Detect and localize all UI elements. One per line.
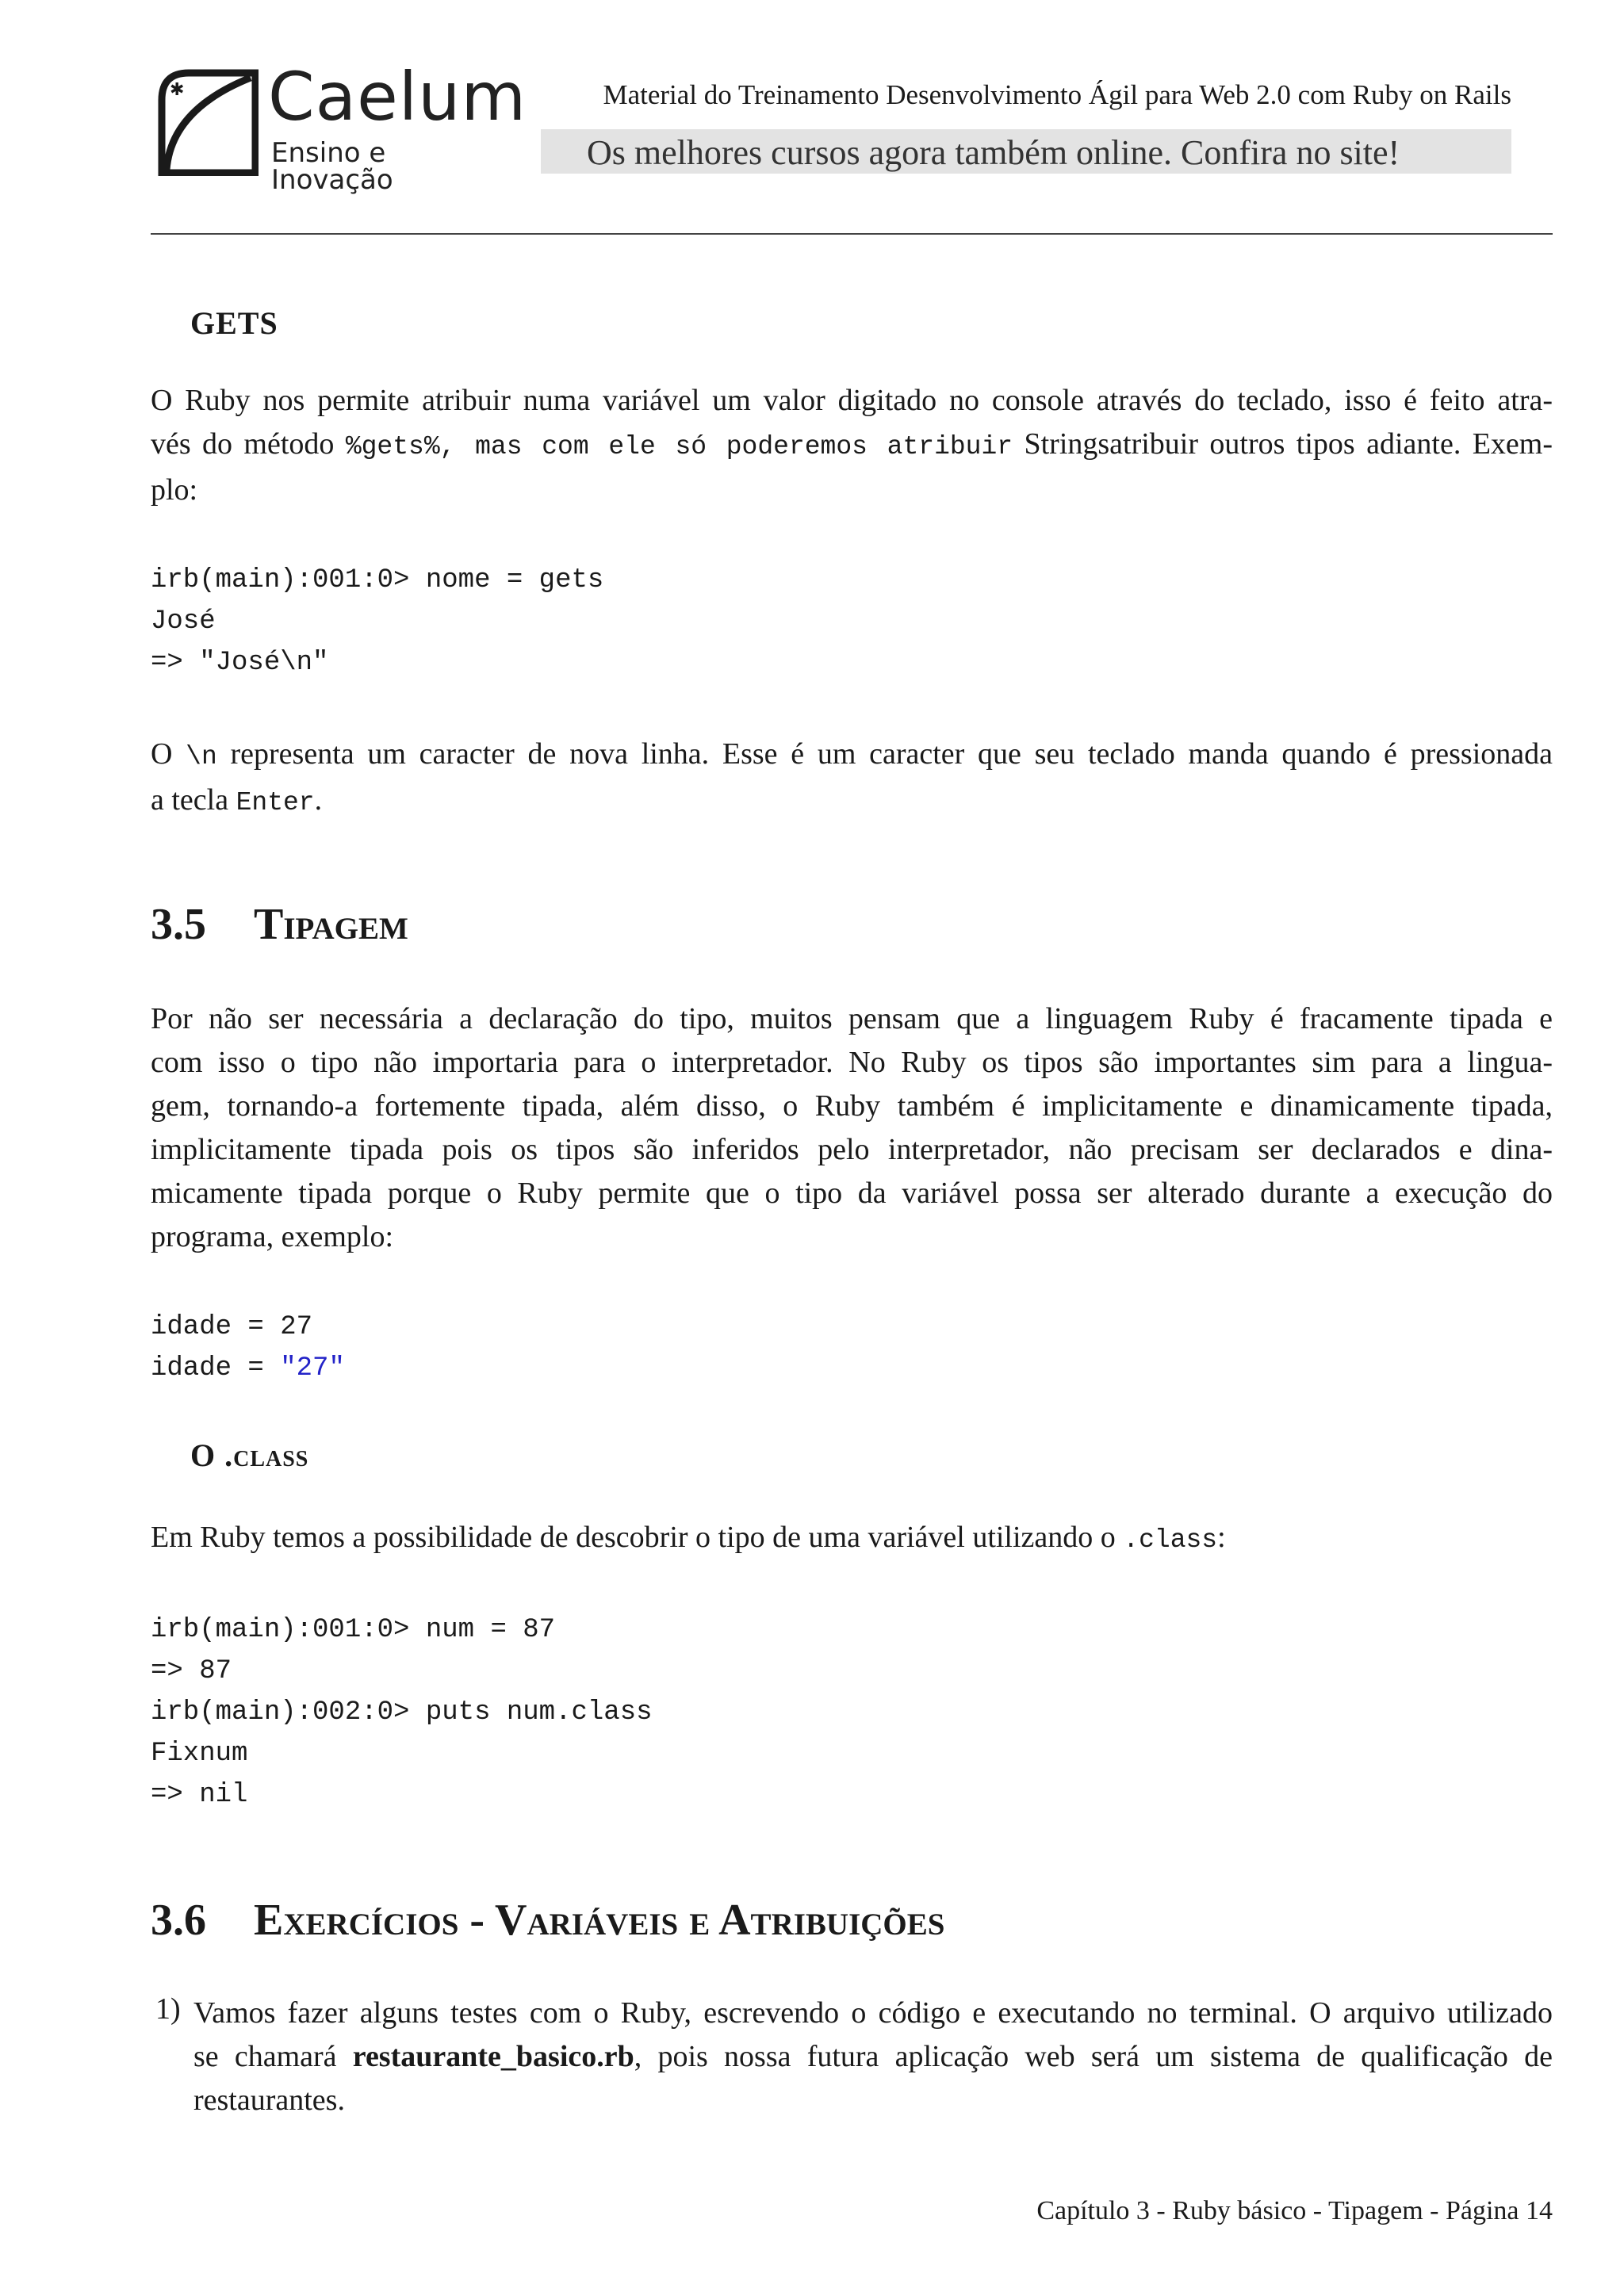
- text-span: se chamará: [193, 2040, 353, 2073]
- text-line: [151, 423, 1553, 469]
- text-span: a tecla: [151, 783, 236, 817]
- text-line: [151, 779, 1553, 825]
- inline-code: %gets%, mas com ele só poderemos atribuir: [345, 432, 1013, 461]
- logo-tagline: Ensino e Inovação: [271, 137, 393, 196]
- class-heading: O .class: [190, 1437, 309, 1473]
- header-divider: [151, 233, 1553, 235]
- code-line: irb(main):001:0> nome = gets: [151, 565, 604, 595]
- section-number: 3.6: [151, 1896, 206, 1945]
- text-span: O: [151, 737, 186, 771]
- filename-bold: restaurante_basico.rb: [352, 2040, 634, 2073]
- svg-text:✱: ✱: [170, 80, 185, 100]
- section-title: Tipagem: [254, 900, 408, 949]
- text-span: .: [314, 783, 323, 817]
- text-line: O Ruby nos permite atribuir numa variável um valor digitado no console através do teclado, isso é feito atra-: [151, 384, 1553, 417]
- text-line: programa, exemplo:: [151, 1220, 394, 1253]
- text-line: [151, 1516, 1553, 1562]
- logo-mark-icon: [155, 68, 259, 176]
- text-span: representa um caracter de nova linha. Esse é um caracter que seu teclado manda quando é pressionada: [216, 737, 1553, 771]
- logo-name: Caelum: [268, 58, 527, 136]
- section-title: Exercícios - Variáveis e Atribuições: [254, 1896, 945, 1945]
- code-line: [151, 1348, 345, 1389]
- text-line: gem, tornando-a fortemente tipada, além disso, o Ruby também é implicitamente e dinamicamente tipada,: [151, 1089, 1553, 1123]
- list-item: [193, 1992, 1553, 2122]
- text-span: Stringsatribuir outros tipos adiante. Exem-: [1013, 427, 1553, 461]
- text-line: plo:: [151, 473, 198, 507]
- text-span: , pois nossa futura aplicação web será um sistema de qualificação de: [634, 2040, 1553, 2073]
- inline-code: .class: [1123, 1525, 1218, 1555]
- text-line: [193, 2035, 1553, 2079]
- text-span: vés do método: [151, 427, 346, 461]
- text-line: com isso o tipo não importaria para o interpretador. No Ruby os tipos são importantes sim para a lingua-: [151, 1046, 1553, 1079]
- code-block-gets: [151, 560, 603, 683]
- class-paragraph: [151, 1516, 1553, 1562]
- caelum-logo: [155, 58, 527, 196]
- code-line: idade = 27: [151, 1312, 313, 1342]
- code-line: => nil: [151, 1780, 248, 1810]
- code-line: irb(main):001:0> num = 87: [151, 1615, 556, 1645]
- header-title: Material do Treinamento Desenvolvimento Ágil para Web 2.0 com Ruby on Rails: [603, 79, 1511, 110]
- text-line: Por não ser necessária a declaração do tipo, muitos pensam que a linguagem Ruby é fracamente tipada e: [151, 1002, 1553, 1035]
- text-span: :: [1217, 1521, 1226, 1554]
- header-banner-text: Os melhores cursos agora também online. Confira no site!: [587, 133, 1400, 172]
- text-line: restaurantes.: [193, 2084, 345, 2117]
- inline-code: \n: [186, 742, 217, 771]
- code-block-class: [151, 1609, 653, 1816]
- code-string: "27": [280, 1353, 345, 1383]
- section-heading-exercicios: [151, 1895, 944, 1946]
- section-heading-tipagem: [151, 899, 408, 950]
- list-item-number: 1): [155, 1992, 181, 2026]
- code-block-idade: [151, 1307, 345, 1389]
- gets-heading: GETS: [190, 305, 278, 341]
- header-banner: [541, 129, 1511, 174]
- newline-paragraph: [151, 733, 1553, 825]
- text-line: [151, 733, 1553, 779]
- code-line: José: [151, 607, 216, 637]
- code-line: irb(main):002:0> puts num.class: [151, 1697, 653, 1728]
- tipagem-paragraph: [151, 997, 1553, 1259]
- page-footer: Capítulo 3 - Ruby básico - Tipagem - Página 14: [1036, 2196, 1553, 2225]
- section-number: 3.5: [151, 900, 206, 949]
- code-line: => 87: [151, 1656, 232, 1686]
- code-text: idade =: [151, 1353, 281, 1383]
- text-span: Em Ruby temos a possibilidade de descobrir o tipo de uma variável utilizando o: [151, 1521, 1124, 1554]
- text-line: Vamos fazer alguns testes com o Ruby, escrevendo o código e executando no terminal. O arquivo utilizado: [193, 1996, 1553, 2030]
- gets-paragraph: [151, 379, 1553, 512]
- text-line: implicitamente tipada pois os tipos são inferidos pelo interpretador, não precisam ser declarados e dina-: [151, 1133, 1553, 1166]
- inline-code: Enter: [236, 788, 315, 817]
- code-line: Fixnum: [151, 1739, 248, 1769]
- code-line: => "José\n": [151, 648, 329, 678]
- text-line: micamente tipada porque o Ruby permite que o tipo da variável possa ser alterado durante a execução do: [151, 1177, 1553, 1210]
